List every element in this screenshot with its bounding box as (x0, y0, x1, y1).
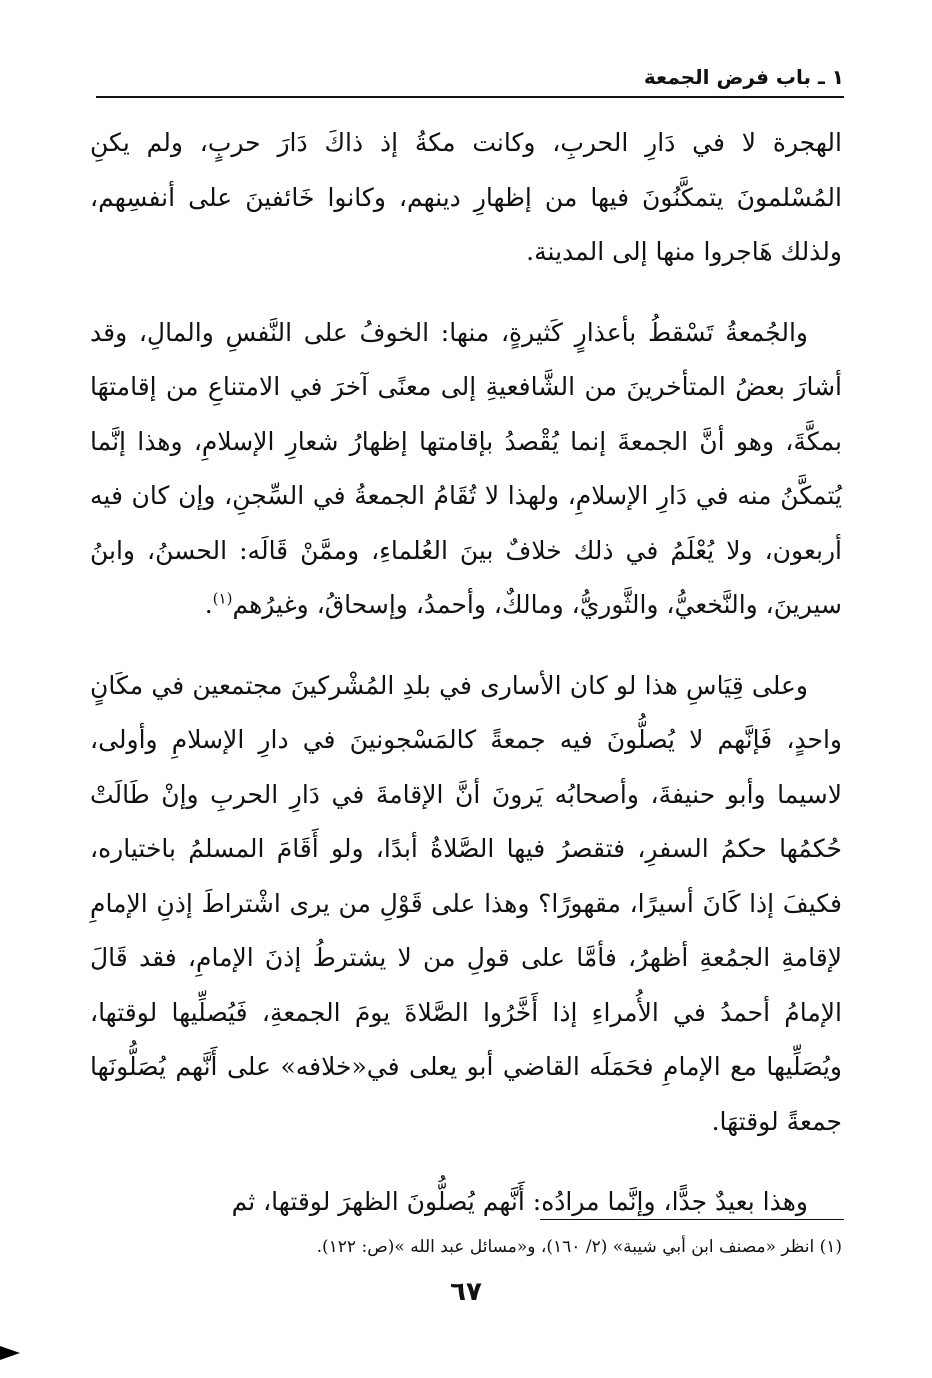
page-number: ٦٧ (450, 1277, 482, 1307)
paragraph-3: وعلى قِيَاسِ هذا لو كان الأسارى في بلدِ المُشْركينَ مجتمعين في مكَانٍ واحدٍ، فَإنَّهم لا يُصلُّونَ فيه جمعةً كالمَسْجونينَ في دارِ الإسلامِ وأولى، لاسيما وأبو حنيفةَ، وأصحابُه يَرونَ أنَّ الإقامةَ في دَارِ الحربِ وإنْ طَالَتْ حُكمُها حكمُ السفرِ، فتقصرُ فيها الصَّلاةُ أبدًا، ولو أَقَامَ المسلمُ باختياره، فكيفَ إذا كَانَ أسيرًا، مقهورًا؟ وهذا على قَوْلِ من يرى اشْتراطَ إذنِ الإمامِ لإقامةِ الجمُعةِ أظهرُ، فأمَّا على قولِ من لا يشترطُ إذنَ الإمامِ، فقد قَالَ الإمامُ أحمدُ في الأُمراءِ إذا أَخَّرُوا الصَّلاةَ يومَ الجمعةِ، فَيُصلِّيها لوقتها، ويُصَلِّيها مع الإمامِ فحَمَلَه القاضي أبو يعلى في«خلافه» على أَنَّهم يُصَلُّونَها جمعةً لوقتهَا. (90, 670, 843, 1136)
triangle-marker-icon (0, 1346, 20, 1360)
paragraph-2-text: والجُمعةُ تَسْقطُ بأعذارٍ كَثيرةٍ، منها: الخوفُ على النَّفسِ والمالِ، وقد أشارَ بعضُ المتأخرينَ من الشَّافعيةِ إلى معنًى آخرَ في الامتناعِ من إقامتهَا بمكَّةَ، وهو أنَّ الجمعةَ إنما يُقْصدُ بإقامتها إظهارُ شعارِ الإسلامِ، وهذا إنَّما يُتمكَّنُ منه في دَارِ الإسلامِ، ولهذا لا تُقَامُ الجمعةُ في السِّجنِ، وإن كان فيه أربعون، ولا يُعْلَمُ في ذلك خلافٌ بينَ العُلماءِ، وممَّنْ قَالَه: الحسنُ، وابنُ سيرينَ، والنَّخعيُّ، والثَّوريُّ، ومالكٌ، وأحمدُ، وإسحاقُ، وغيرُهم (90, 317, 842, 619)
paragraph-1: الهجرة لا في دَارِ الحربِ، وكانت مكةُ إذ ذاكَ دَارَ حربٍ، ولم يكنِ المُسْلمونَ يتمكَّنُونَ فيها من إظهارِ دينهم، وكانوا خَائفينَ على أنفسِهم، ولذلك هَاجروا منها إلى المدينة. (90, 128, 842, 266)
paragraph-2-end: . (204, 590, 213, 619)
paragraph-2 (90, 306, 842, 633)
footnote-reference: (١) (212, 589, 233, 608)
paragraph-4: وهذا بعيدٌ جدًّا، وإنَّما مرادُه: أَنَّهم يُصلُّونَ الظهرَ لوقتها، ثم (231, 1187, 808, 1216)
footnote-divider (540, 1219, 844, 1220)
header-divider (96, 96, 844, 98)
footnote-1: (١) انظر «مصنف ابن أبي شيبة» (٢/ ١٦٠)، و«مسائل عبد الله »(ص: ١٢٢). (316, 1237, 842, 1257)
running-header: ١ ـ باب فرض الجمعة (643, 65, 844, 89)
main-text (90, 116, 842, 1230)
